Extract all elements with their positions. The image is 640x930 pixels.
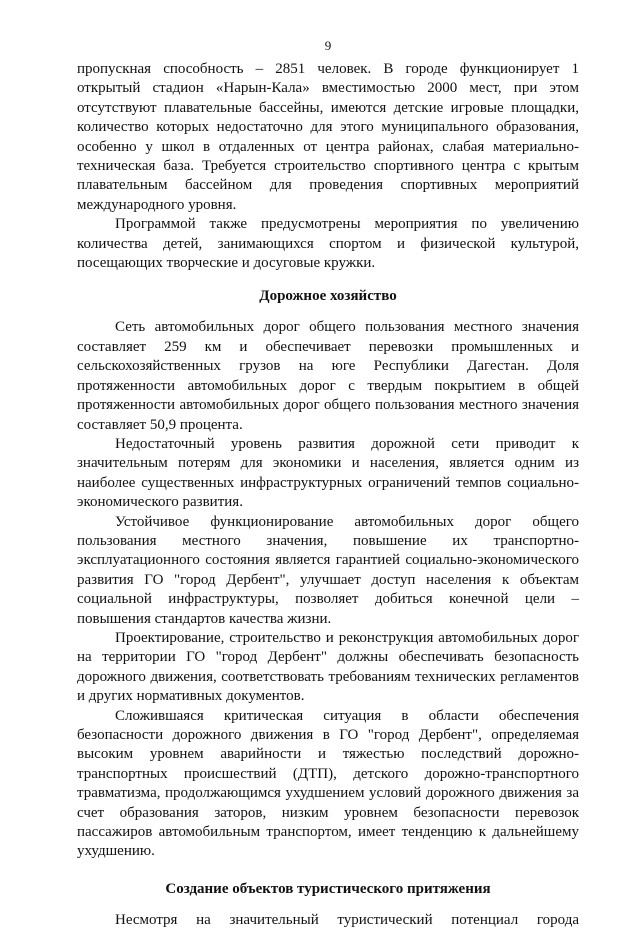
paragraph-road-design: Проектирование, строительство и реконструкция автомобильных дорог на территории ГО "город Дербент" должны обеспечивать безопасность дорожного движения, соответствовать требованиям технических регламентов и других нормативных документов. <box>77 629 579 705</box>
paragraph-road-network: Сеть автомобильных дорог общего пользования местного значения составляет 259 км и обеспечивает перевозки промышленных и сельскохозяйственных грузов на юге Республики Дагестан. Доля протяженности автомобильных дорог с твердым покрытием в общей протяженности автомобильных дорог общего пользования местного значения составляет 50,9 процента. <box>77 319 579 433</box>
paragraph-program-children: Программой также предусмотрены мероприятия по увеличению количества детей, занимающихся спортом и физической культурой, посещающих творческие и досуговые кружки. <box>77 216 579 272</box>
section-title-road-economy: Дорожное хозяйство <box>259 288 397 305</box>
paragraph-sports-facilities: пропускная способность – 2851 человек. В городе функционирует 1 открытый стадион «Нарын-Кала» вместимостью 2000 мест, при этом отсутствуют плавательные бассейны, имеются детские игровые площадки, количество которых недостаточно для этого муниципального образования, особенно у школ в отдаленных от центра районах, слабая материально-техническая база. Требуется строительство спортивного центра с крытым плавательным бассейном для проведения спортивных мероприятий международного уровня. <box>77 61 579 213</box>
paragraph-road-functioning: Устойчивое функционирование автомобильных дорог общего пользования местного значения, повышение их транспортно-эксплуатационного состояния является гарантией социально-экономического развития ГО "город Дербент", улучшает доступ населения к объектам социальной инфраструктуры, позволяет добиться конечной цели – повышения стандартов качества жизни. <box>77 513 579 627</box>
paragraph-road-safety: Сложившаяся критическая ситуация в области обеспечения безопасности дорожного движения в ГО "город Дербент", определяемая высоким уровнем аварийности и тяжестью последствий дорожно-транспортных происшествий (ДТП), детского дорожно-транспортного травматизма, продолжающимся ухудшением условий дорожного движения за счет образования заторов, низким уровнем безопасности перевозок пассажиров автомобильным транспортом, имеет тенденцию к дальнейшему ухудшению. <box>77 707 579 860</box>
paragraph-road-insufficiency: Недостаточный уровень развития дорожной сети приводит к значительным потерям для экономики и населения, является одним из наиболее существенных инфраструктурных ограничений темпов социально-экономического развития. <box>77 435 579 511</box>
paragraph-tourism-start: Несмотря на значительный туристический потенциал города <box>115 911 579 928</box>
page-number: 9 <box>324 38 332 53</box>
section-title-tourism: Создание объектов туристического притяжения <box>165 880 491 897</box>
